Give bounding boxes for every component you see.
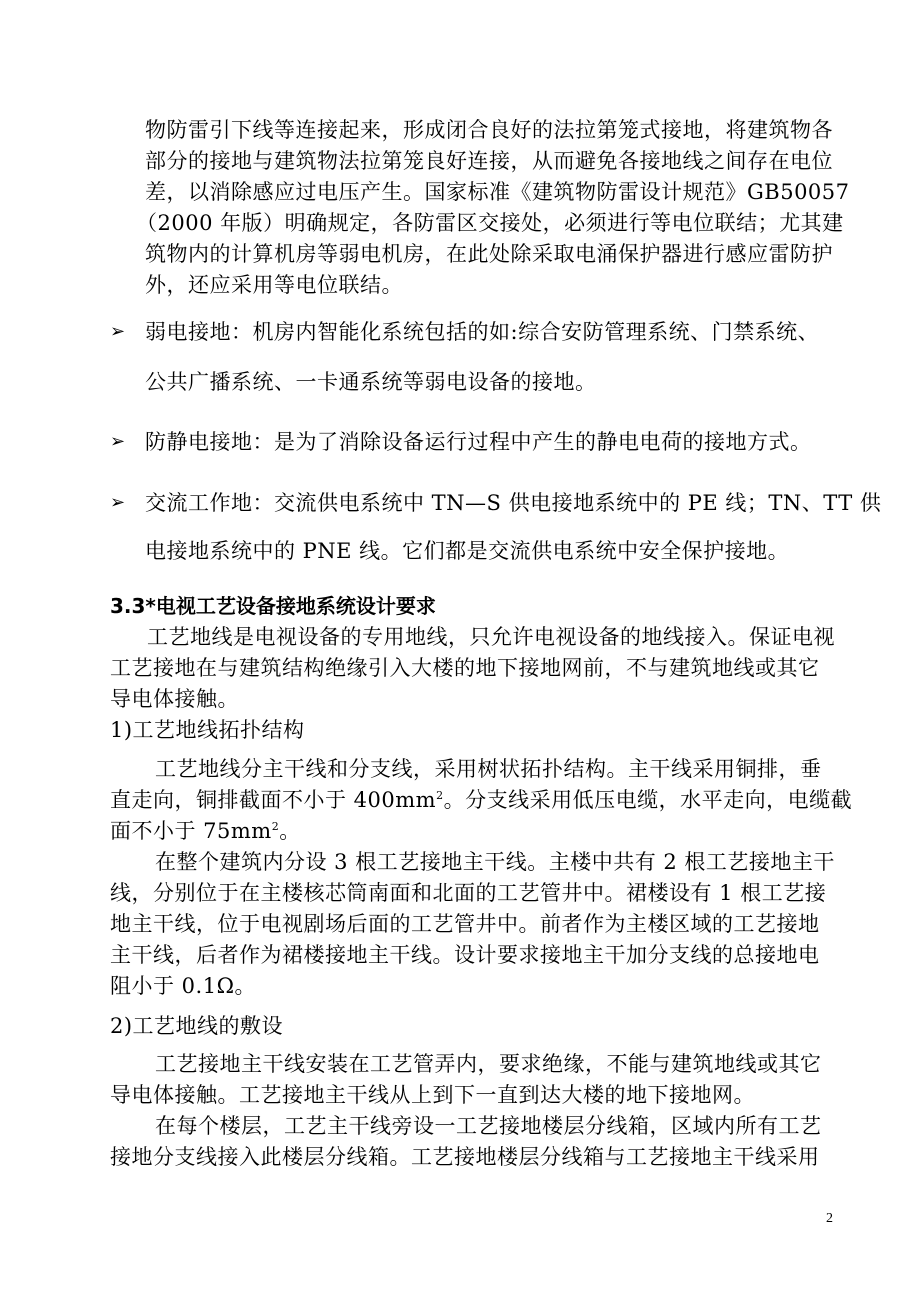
text-line: 在整个建筑内分设 3 根工艺接地主干线。主楼中共有 2 根工艺接地主干 — [155, 850, 835, 874]
subsection-title: 1)工艺地线拓扑结构 — [110, 718, 305, 742]
text-line: 地主干线，位于电视剧场后面的工艺管井中。前者作为主楼区域的工艺接地 — [110, 912, 820, 936]
arrow-bullet-icon: ➢ — [110, 431, 126, 452]
text-segment: 面不小于 75mm — [110, 819, 272, 843]
text-line: 导电体接触。 — [110, 687, 239, 711]
text-segment: 。 — [279, 819, 301, 843]
text-line: 主干线，后者作为裙楼接地主干线。设计要求接地主干加分支线的总接地电 — [110, 943, 820, 967]
section-heading: 3.3*电视工艺设备接地系统设计要求 — [110, 594, 436, 618]
arrow-bullet-icon: ➢ — [110, 492, 126, 513]
text-line: 接地分支线接入此楼层分线箱。工艺接地楼层分线箱与工艺接地主干线采用 — [110, 1145, 820, 1169]
page-number: 2 — [826, 1211, 833, 1226]
text-line: 工艺地线分主干线和分支线，采用树状拓扑结构。主干线采用铜排，垂 — [155, 757, 822, 781]
superscript: 2 — [271, 820, 280, 833]
list-item-text: 弱电接地：机房内智能化系统包括的如:综合安防管理系统、门禁系统、 — [145, 320, 820, 344]
text-line: 物防雷引下线等连接起来，形成闭合良好的法拉第笼式接地，将建筑物各 — [145, 118, 833, 142]
text-line — [110, 786, 852, 814]
text-line: （2000 年版）明确规定，各防雷区交接处，必须进行等电位联结；尤其建 — [136, 211, 844, 235]
text-line: 阻小于 0.1Ω。 — [110, 974, 256, 998]
text-line: 导电体接触。工艺接地主干线从上到下一直到达大楼的地下接地网。 — [110, 1083, 755, 1107]
subsection-title: 2)工艺地线的敷设 — [110, 1014, 284, 1038]
text-line: 在每个楼层，工艺主干线旁设一工艺接地楼层分线箱，区域内所有工艺 — [155, 1114, 822, 1138]
list-item-text: 防静电接地：是为了消除设备运行过程中产生的静电电荷的接地方式。 — [145, 430, 812, 454]
text-line: 筑物内的计算机房等弱电机房，在此处除采取电涌保护器进行感应雷防护 — [145, 242, 833, 266]
text-line: 工艺地线是电视设备的专用地线，只允许电视设备的地线接入。保证电视 — [147, 625, 835, 649]
text-line: 部分的接地与建筑物法拉第笼良好连接，从而避免各接地线之间存在电位 — [145, 149, 833, 173]
text-line — [110, 817, 301, 845]
text-line: 工艺接地在与建筑结构绝缘引入大楼的地下接地网前，不与建筑地线或其它 — [110, 656, 820, 680]
text-line: 工艺接地主干线安装在工艺管弄内，要求绝缘，不能与建筑地线或其它 — [155, 1052, 822, 1076]
text-line: 线，分别位于在主楼核芯筒南面和北面的工艺管井中。裙楼设有 1 根工艺接 — [110, 881, 827, 905]
list-item-text: 公共广播系统、一卡通系统等弱电设备的接地。 — [145, 370, 597, 394]
text-segment: 直走向，铜排截面不小于 400mm — [110, 788, 437, 812]
list-item-text: 电接地系统中的 PNE 线。它们都是交流供电系统中安全保护接地。 — [145, 539, 790, 563]
list-item-text: 交流工作地：交流供电系统中 TN—S 供电接地系统中的 PE 线；TN、TT 供 — [145, 491, 882, 515]
superscript: 2 — [436, 789, 444, 802]
text-segment: 。分支线采用低压电缆，水平走向，电缆截 — [443, 788, 853, 812]
text-line: 外，还应采用等电位联结。 — [145, 273, 403, 297]
arrow-bullet-icon: ➢ — [110, 321, 126, 342]
text-line: 差，以消除感应过电压产生。国家标准《建筑物防雷设计规范》GB50057 — [145, 180, 850, 204]
